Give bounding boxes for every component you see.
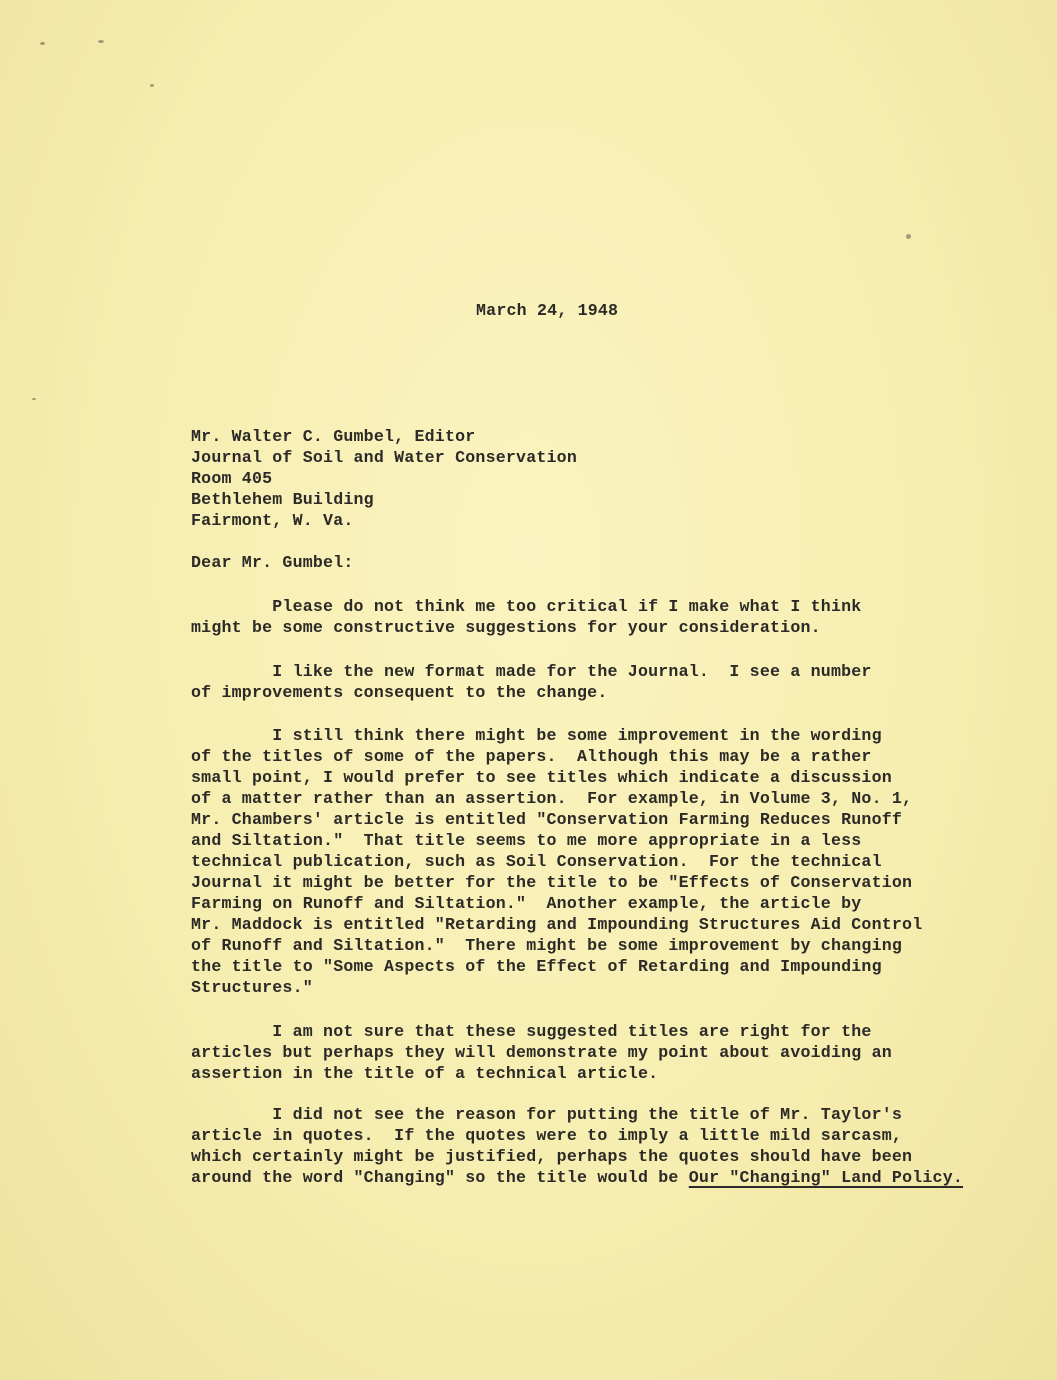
body-line: Mr. Maddock is entitled "Retarding and Impounding Structures Aid Control — [191, 915, 923, 934]
body-line: of a matter rather than an assertion. For example, in Volume 3, No. 1, — [191, 789, 913, 808]
paper-speck — [98, 40, 104, 43]
paper-speck — [150, 84, 154, 87]
body-line: the title to "Some Aspects of the Effect of Retarding and Impounding — [191, 957, 882, 976]
address-line: Room 405 — [191, 469, 273, 488]
body-line: articles but perhaps they will demonstrate my point about avoiding an — [191, 1043, 892, 1062]
body-line: Please do not think me too critical if I make what I think — [191, 597, 862, 616]
body-line: small point, I would prefer to see titles which indicate a discussion — [191, 768, 892, 787]
body-line: of the titles of some of the papers. Although this may be a rather — [191, 747, 872, 766]
paper-speck — [32, 398, 36, 400]
body-line: I still think there might be some improvement in the wording — [191, 726, 882, 745]
address-line: Journal of Soil and Water Conservation — [191, 448, 577, 467]
body-line: and Siltation." That title seems to me more appropriate in a less — [191, 831, 862, 850]
body-line: I am not sure that these suggested titles are right for the — [191, 1022, 872, 1041]
body-line-text: around the word "Changing" so the title would be — [191, 1168, 689, 1187]
body-line: which certainly might be justified, perhaps the quotes should have been — [191, 1147, 913, 1166]
body-line-final — [191, 1167, 963, 1188]
paper-speck — [40, 42, 45, 45]
body-line: Journal it might be better for the title to be "Effects of Conservation — [191, 873, 913, 892]
body-line: technical publication, such as Soil Conservation. For the technical — [191, 852, 882, 871]
salutation: Dear Mr. Gumbel: — [191, 553, 354, 572]
body-line: might be some constructive suggestions for your consideration. — [191, 618, 821, 637]
address-line: Mr. Walter C. Gumbel, Editor — [191, 427, 476, 446]
body-line: article in quotes. If the quotes were to imply a little mild sarcasm, — [191, 1126, 903, 1145]
underlined-title: Our "Changing" Land Policy. — [688, 1168, 964, 1187]
letter-date: March 24, 1948 — [476, 301, 619, 320]
address-line: Bethlehem Building — [191, 490, 374, 509]
body-line: Mr. Chambers' article is entitled "Conservation Farming Reduces Runoff — [191, 810, 903, 829]
body-line: assertion in the title of a technical article. — [191, 1064, 659, 1083]
body-line: of Runoff and Siltation." There might be some improvement by changing — [191, 936, 903, 955]
body-line: Farming on Runoff and Siltation." Another example, the article by — [191, 894, 862, 913]
body-line: Structures." — [191, 978, 313, 997]
address-line: Fairmont, W. Va. — [191, 511, 354, 530]
body-line: I like the new format made for the Journal. I see a number — [191, 662, 872, 681]
paper-speck — [906, 234, 911, 239]
body-line: I did not see the reason for putting the title of Mr. Taylor's — [191, 1105, 903, 1124]
body-line: of improvements consequent to the change. — [191, 683, 608, 702]
